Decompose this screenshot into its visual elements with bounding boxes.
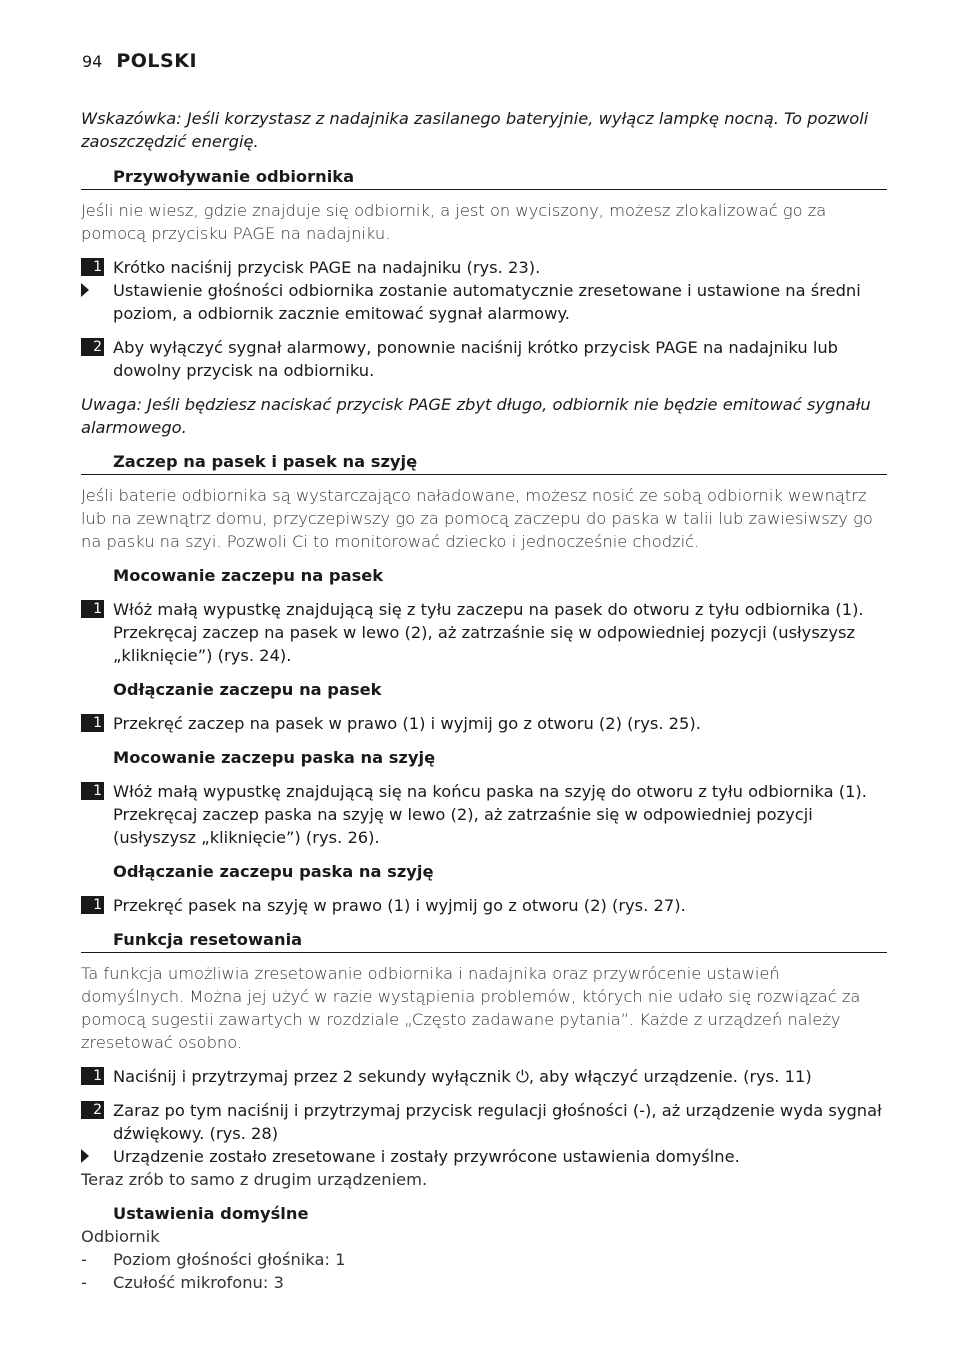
step-text: Naciśnij i przytrzymaj przez 2 sekundy wyłącznik bbox=[113, 1067, 516, 1086]
step-item bbox=[81, 336, 887, 382]
step-number-badge: 1 bbox=[81, 714, 104, 732]
subsection-title: Mocowanie zaczepu paska na szyję bbox=[113, 748, 436, 767]
step-text: Aby wyłączyć sygnał alarmowy, ponownie naciśnij krótko przycisk PAGE na nadajniku lub dowolny przycisk na odbiorniku. bbox=[113, 338, 838, 380]
step-text: , aby włączyć urządzenie. (rys. 11) bbox=[528, 1067, 812, 1086]
power-icon: ⏻ bbox=[515, 1067, 529, 1086]
subsection-title: Odłączanie zaczepu na pasek bbox=[113, 680, 382, 699]
section-title-reset: Funkcja resetowania bbox=[81, 928, 887, 953]
step-number-badge: 1 bbox=[81, 600, 104, 618]
step-item bbox=[81, 1065, 887, 1088]
step-item bbox=[81, 894, 887, 917]
section-title-paging: Przywoływanie odbiornika bbox=[81, 165, 887, 190]
language-label: POLSKI bbox=[116, 50, 198, 72]
section-title-clip: Zaczep na pasek i pasek na szyję bbox=[81, 450, 887, 475]
step-item bbox=[81, 1099, 887, 1145]
step-text: Włóż małą wypustkę znajdującą się na końcu paska na szyję do otworu z tyłu odbiornika (1). Przekręcaj zaczep paska na szyję w lewo (2), aż zatrzaśnie się w odpowiedniej pozycji (usłyszysz „kliknięcie”) (rys. 26). bbox=[113, 782, 867, 847]
result-text: Ustawienie głośności odbiornika zostanie automatycznie zresetowane i ustawione na średni poziom, a odbiornik zacznie emitować sygnał alarmowy. bbox=[113, 281, 861, 323]
step-text: Zaraz po tym naciśnij i przytrzymaj przycisk regulacji głośności (-), aż urządzenie wyda sygnał dźwiękowy. (rys. 28) bbox=[113, 1101, 882, 1143]
result-text: Urządzenie zostało zresetowane i zostały przywrócone ustawienia domyślne. bbox=[113, 1147, 740, 1166]
after-text: Teraz zrób to samo z drugim urządzeniem. bbox=[81, 1170, 428, 1189]
list-item-text: Poziom głośności głośnika: 1 bbox=[113, 1250, 346, 1269]
dash-marker: - bbox=[81, 1250, 87, 1269]
section-intro-clip: Jeśli baterie odbiornika są wystarczająco naładowane, możesz nosić ze sobą odbiornik wewnątrz lub na zewnątrz domu, przyczepiwszy go za pomocą zaczepu do paska w talii lub zawiesiwszy go na pasku na szyi. Pozwoli Ci to monitorować dziecko i jednocześnie chodzić. bbox=[81, 486, 873, 551]
subsection-title: Odłączanie zaczepu paska na szyję bbox=[113, 862, 434, 881]
page-number: 94 bbox=[82, 52, 103, 71]
section-intro-paging: Jeśli nie wiesz, gdzie znajduje się odbiornik, a jest on wyciszony, możesz zlokalizować go za pomocą przycisku PAGE na nadajniku. bbox=[81, 201, 827, 243]
section-intro-reset: Ta funkcja umożliwia zresetowanie odbiornika i nadajnika oraz przywrócenie ustawień domyślnych. Można jej użyć w razie wystąpienia problemów, których nie udało się rozwiązać za pomocą sugestii zawartych w rozdziale „Często zadawane pytania”. Każde z urządzeń należy zresetować osobno. bbox=[81, 964, 861, 1052]
page-header bbox=[82, 50, 197, 72]
result-arrow-icon bbox=[81, 283, 89, 297]
step-number-badge: 1 bbox=[81, 1067, 104, 1085]
subsection-title: Mocowanie zaczepu na pasek bbox=[113, 566, 384, 585]
step-number-badge: 1 bbox=[81, 896, 104, 914]
step-text: Krótko naciśnij przycisk PAGE na nadajniku (rys. 23). bbox=[113, 258, 541, 277]
list-item bbox=[81, 1248, 887, 1271]
tip-text: Wskazówka: Jeśli korzystasz z nadajnika zasilanego bateryjnie, wyłącz lampkę nocną. To pozwoli zaoszczędzić energię. bbox=[81, 109, 869, 151]
step-text: Włóż małą wypustkę znajdującą się z tyłu zaczepu na pasek do otworu z tyłu odbiornika (1). Przekręcaj zaczep na pasek w lewo (2), aż zatrzaśnie się w odpowiedniej pozycji (usłyszysz „kliknięcie”) (rys. 24). bbox=[113, 600, 864, 665]
defaults-label: Odbiornik bbox=[81, 1227, 160, 1246]
content bbox=[81, 107, 887, 1294]
step-item bbox=[81, 256, 887, 279]
step-item bbox=[81, 712, 887, 735]
subsection-title: Ustawienia domyślne bbox=[113, 1204, 309, 1223]
step-number-badge: 1 bbox=[81, 782, 104, 800]
step-number-badge: 1 bbox=[81, 258, 104, 276]
step-item bbox=[81, 780, 887, 849]
note-text: Uwaga: Jeśli będziesz naciskać przycisk PAGE zbyt długo, odbiornik nie będzie emitować sygnału alarmowego. bbox=[81, 395, 871, 437]
result-arrow-icon bbox=[81, 1149, 89, 1163]
result-item bbox=[81, 1145, 887, 1168]
dash-marker: - bbox=[81, 1273, 87, 1292]
step-text: Przekręć zaczep na pasek w prawo (1) i wyjmij go z otworu (2) (rys. 25). bbox=[113, 714, 701, 733]
step-number-badge: 2 bbox=[81, 1101, 104, 1119]
list-item bbox=[81, 1271, 887, 1294]
result-item bbox=[81, 279, 887, 325]
list-item-text: Czułość mikrofonu: 3 bbox=[113, 1273, 284, 1292]
step-text: Przekręć pasek na szyję w prawo (1) i wyjmij go z otworu (2) (rys. 27). bbox=[113, 896, 686, 915]
step-item bbox=[81, 598, 887, 667]
step-number-badge: 2 bbox=[81, 338, 104, 356]
